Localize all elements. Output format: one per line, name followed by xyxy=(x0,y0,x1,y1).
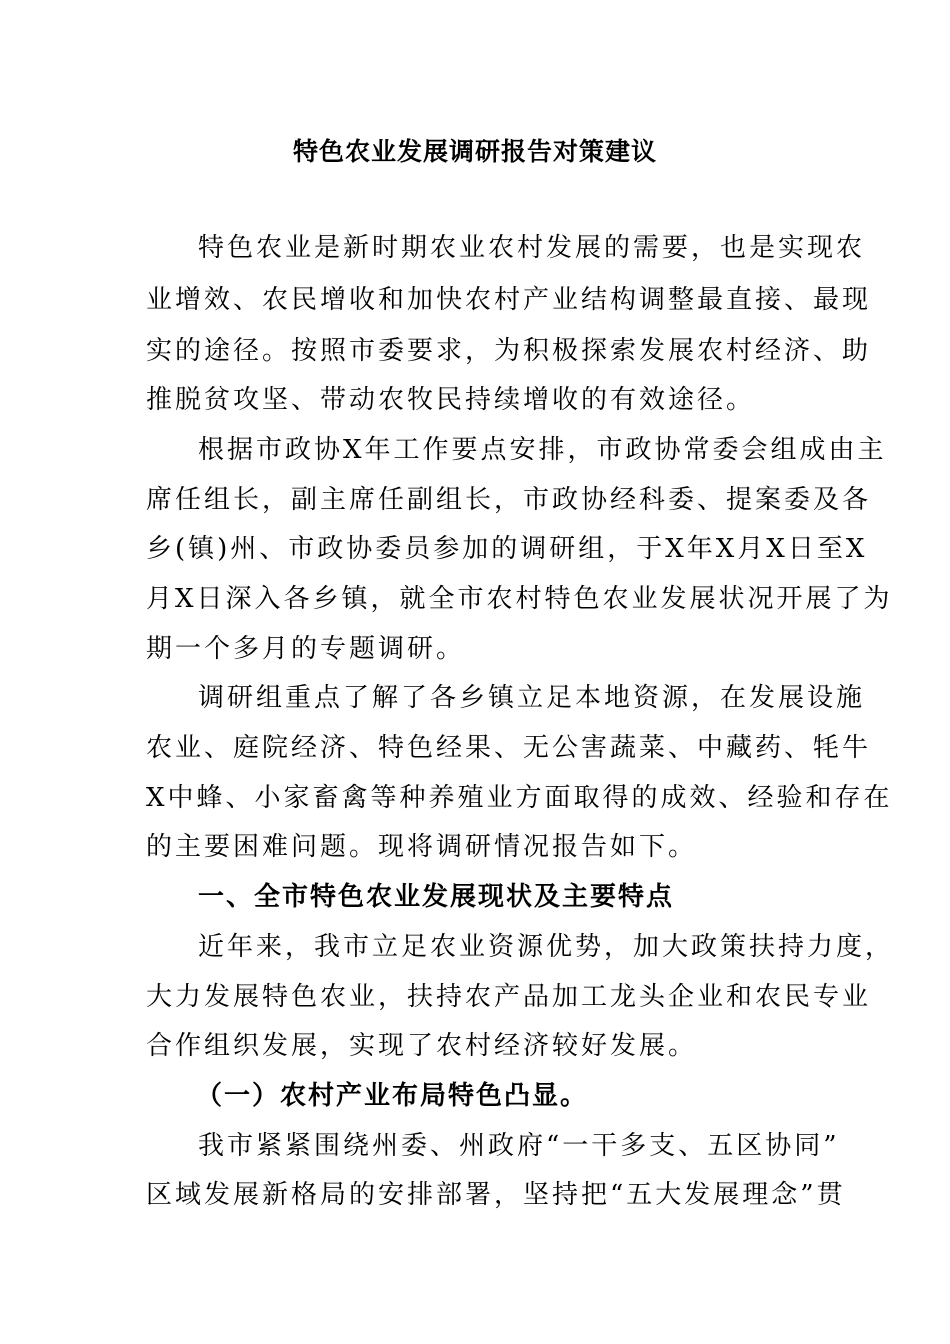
paragraph-4-line-3: 合作组织发展，实现了农村经济较好发展。 xyxy=(146,1031,698,1061)
document-title: 特色农业发展调研报告对策建议 xyxy=(292,137,657,166)
paragraph-4-line-1: 近年来，我市立足农业资源优势，加大政策扶持力度， xyxy=(198,932,895,962)
paragraph-2-line-2: 席任组长，副主席任副组长，市政协经科委、提案委及各 xyxy=(146,485,872,515)
paragraph-2-line-1: 根据市政协X年工作要点安排，市政协常委会组成由主 xyxy=(198,435,887,465)
paragraph-3-line-2: 农业、庭院经济、特色经果、无公害蔬菜、中藏药、牦牛 xyxy=(146,733,872,763)
paragraph-3-line-4: 的主要困难问题。现将调研情况报告如下。 xyxy=(146,832,698,862)
paragraph-3-line-1: 调研组重点了解了各乡镇立足本地资源，在发展设施 xyxy=(198,683,866,713)
paragraph-1-line-4: 推脱贫攻坚、带动农牧民持续增收的有效途径。 xyxy=(146,385,756,415)
paragraph-3-line-3: X中蜂、小家畜禽等种养殖业方面取得的成效、经验和存在 xyxy=(146,783,893,813)
paragraph-1-line-1: 特色农业是新时期农业农村发展的需要，也是实现农 xyxy=(198,233,866,263)
paragraph-1-line-3: 实的途径。按照市委要求，为积极探索发展农村经济、助 xyxy=(146,336,872,366)
paragraph-5-line-1: 我市紧紧围绕州委、州政府“一干多支、五区协同” xyxy=(198,1131,840,1161)
paragraph-5-line-2: 区域发展新格局的安排部署，坚持把“五大发展理念”贯 xyxy=(146,1180,846,1210)
paragraph-2-line-5: 期一个多月的专题调研。 xyxy=(146,634,466,664)
paragraph-1-line-2: 业增效、农民增收和加快农村产业结构调整最直接、最现 xyxy=(146,285,872,315)
paragraph-2-line-3: 乡(镇)州、市政协委员参加的调研组，于X年X月X日至X xyxy=(146,534,868,564)
paragraph-2-line-4: 月X日深入各乡镇，就全市农村特色农业发展状况开展了为 xyxy=(146,584,893,614)
section-heading-1: 一、全市特色农业发展现状及主要特点 xyxy=(198,882,675,912)
paragraph-4-line-2: 大力发展特色农业，扶持农产品加工龙头企业和农民专业 xyxy=(146,982,872,1012)
subsection-heading-1: （一）农村产业布局特色凸显。 xyxy=(196,1081,589,1111)
